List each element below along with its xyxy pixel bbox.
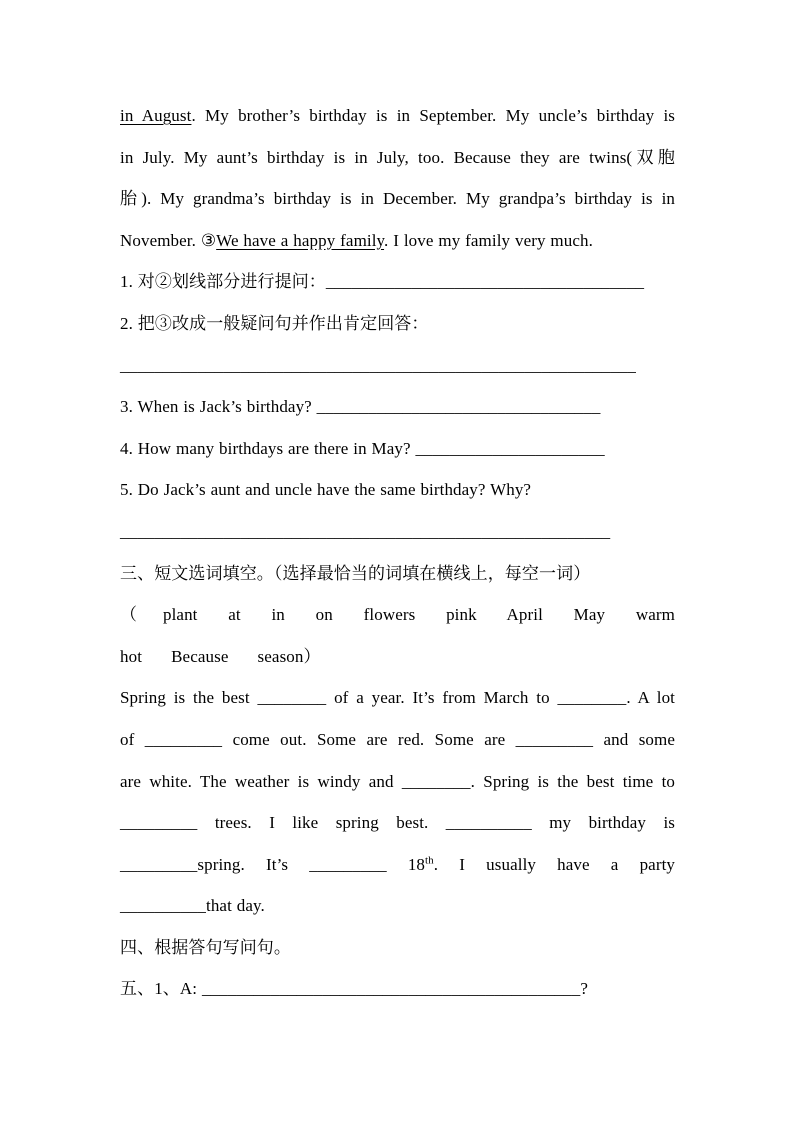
text-segment: in July. My aunt’s birthday is in July, too. Because they are twins(双胞 (120, 147, 675, 167)
text-segment: 1. 对②划线部分进行提问：_____________________________________ (120, 272, 645, 292)
text-line (120, 968, 675, 1010)
text-line (120, 844, 675, 886)
text-segment: 五、1、A: ____________________________________________? (120, 979, 588, 999)
text-line (120, 636, 675, 678)
text-line (120, 885, 675, 927)
text-segment: November. ③ (120, 230, 217, 250)
text-segment: 四、根据答句写问句。 (120, 937, 291, 957)
underlined-text: We have a happy family (216, 230, 385, 250)
superscript-text: th (425, 854, 434, 867)
text-line (120, 345, 675, 387)
text-line (120, 428, 675, 470)
text-segment: . I love my family very much. (384, 230, 593, 250)
text-line (120, 594, 675, 636)
text-segment: 3. When is Jack’s birthday? _________________________________ (120, 397, 601, 417)
text-line (120, 386, 675, 428)
text-segment: ____________________________________________________________ (120, 355, 636, 375)
document-body (120, 95, 675, 1010)
text-segment: __________that day. (120, 896, 265, 916)
text-segment: （plant at in on flowers pink April May warm (120, 605, 675, 625)
text-line (120, 719, 675, 761)
text-segment: 5. Do Jack’s aunt and uncle have the same birthday? Why? (120, 480, 532, 500)
text-line (120, 469, 675, 511)
text-line (120, 802, 675, 844)
text-segment: 2. 把③改成一般疑问句并作出肯定回答： (120, 313, 429, 333)
text-segment: are white. The weather is windy and ________. Spring is the best time to (120, 771, 675, 791)
text-line (120, 511, 675, 553)
text-segment: _________spring. It’s _________ 18 (120, 854, 426, 874)
text-line (120, 761, 675, 803)
text-segment: hot Because season） (120, 646, 321, 666)
text-segment: _________________________________________________________ (120, 521, 611, 541)
text-line (120, 553, 675, 595)
text-segment: . I usually have a party (433, 854, 675, 874)
text-line (120, 95, 675, 137)
text-line (120, 303, 675, 345)
text-segment: 三、短文选词填空。（选择最恰当的词填在横线上，每空一词） (120, 563, 591, 583)
text-segment: . My brother’s birthday is in September. My uncle’s birthday is (191, 106, 675, 125)
text-segment: _________ trees. I like spring best. __________ my birthday is (120, 813, 675, 833)
text-line (120, 220, 675, 262)
text-line (120, 178, 675, 220)
text-segment: Spring is the best ________ of a year. It’s from March to ________. A lot (120, 688, 675, 708)
text-line (120, 137, 675, 179)
text-segment: 胎). My grandma’s birthday is in December. My grandpa’s birthday is in (120, 189, 675, 209)
text-line (120, 677, 675, 719)
underlined-text: in August (120, 106, 192, 125)
text-segment: of _________ come out. Some are red. Some are _________ and some (120, 729, 675, 749)
text-line (120, 927, 675, 969)
text-segment: 4. How many birthdays are there in May? ______________________ (120, 438, 605, 458)
text-line (120, 261, 675, 303)
